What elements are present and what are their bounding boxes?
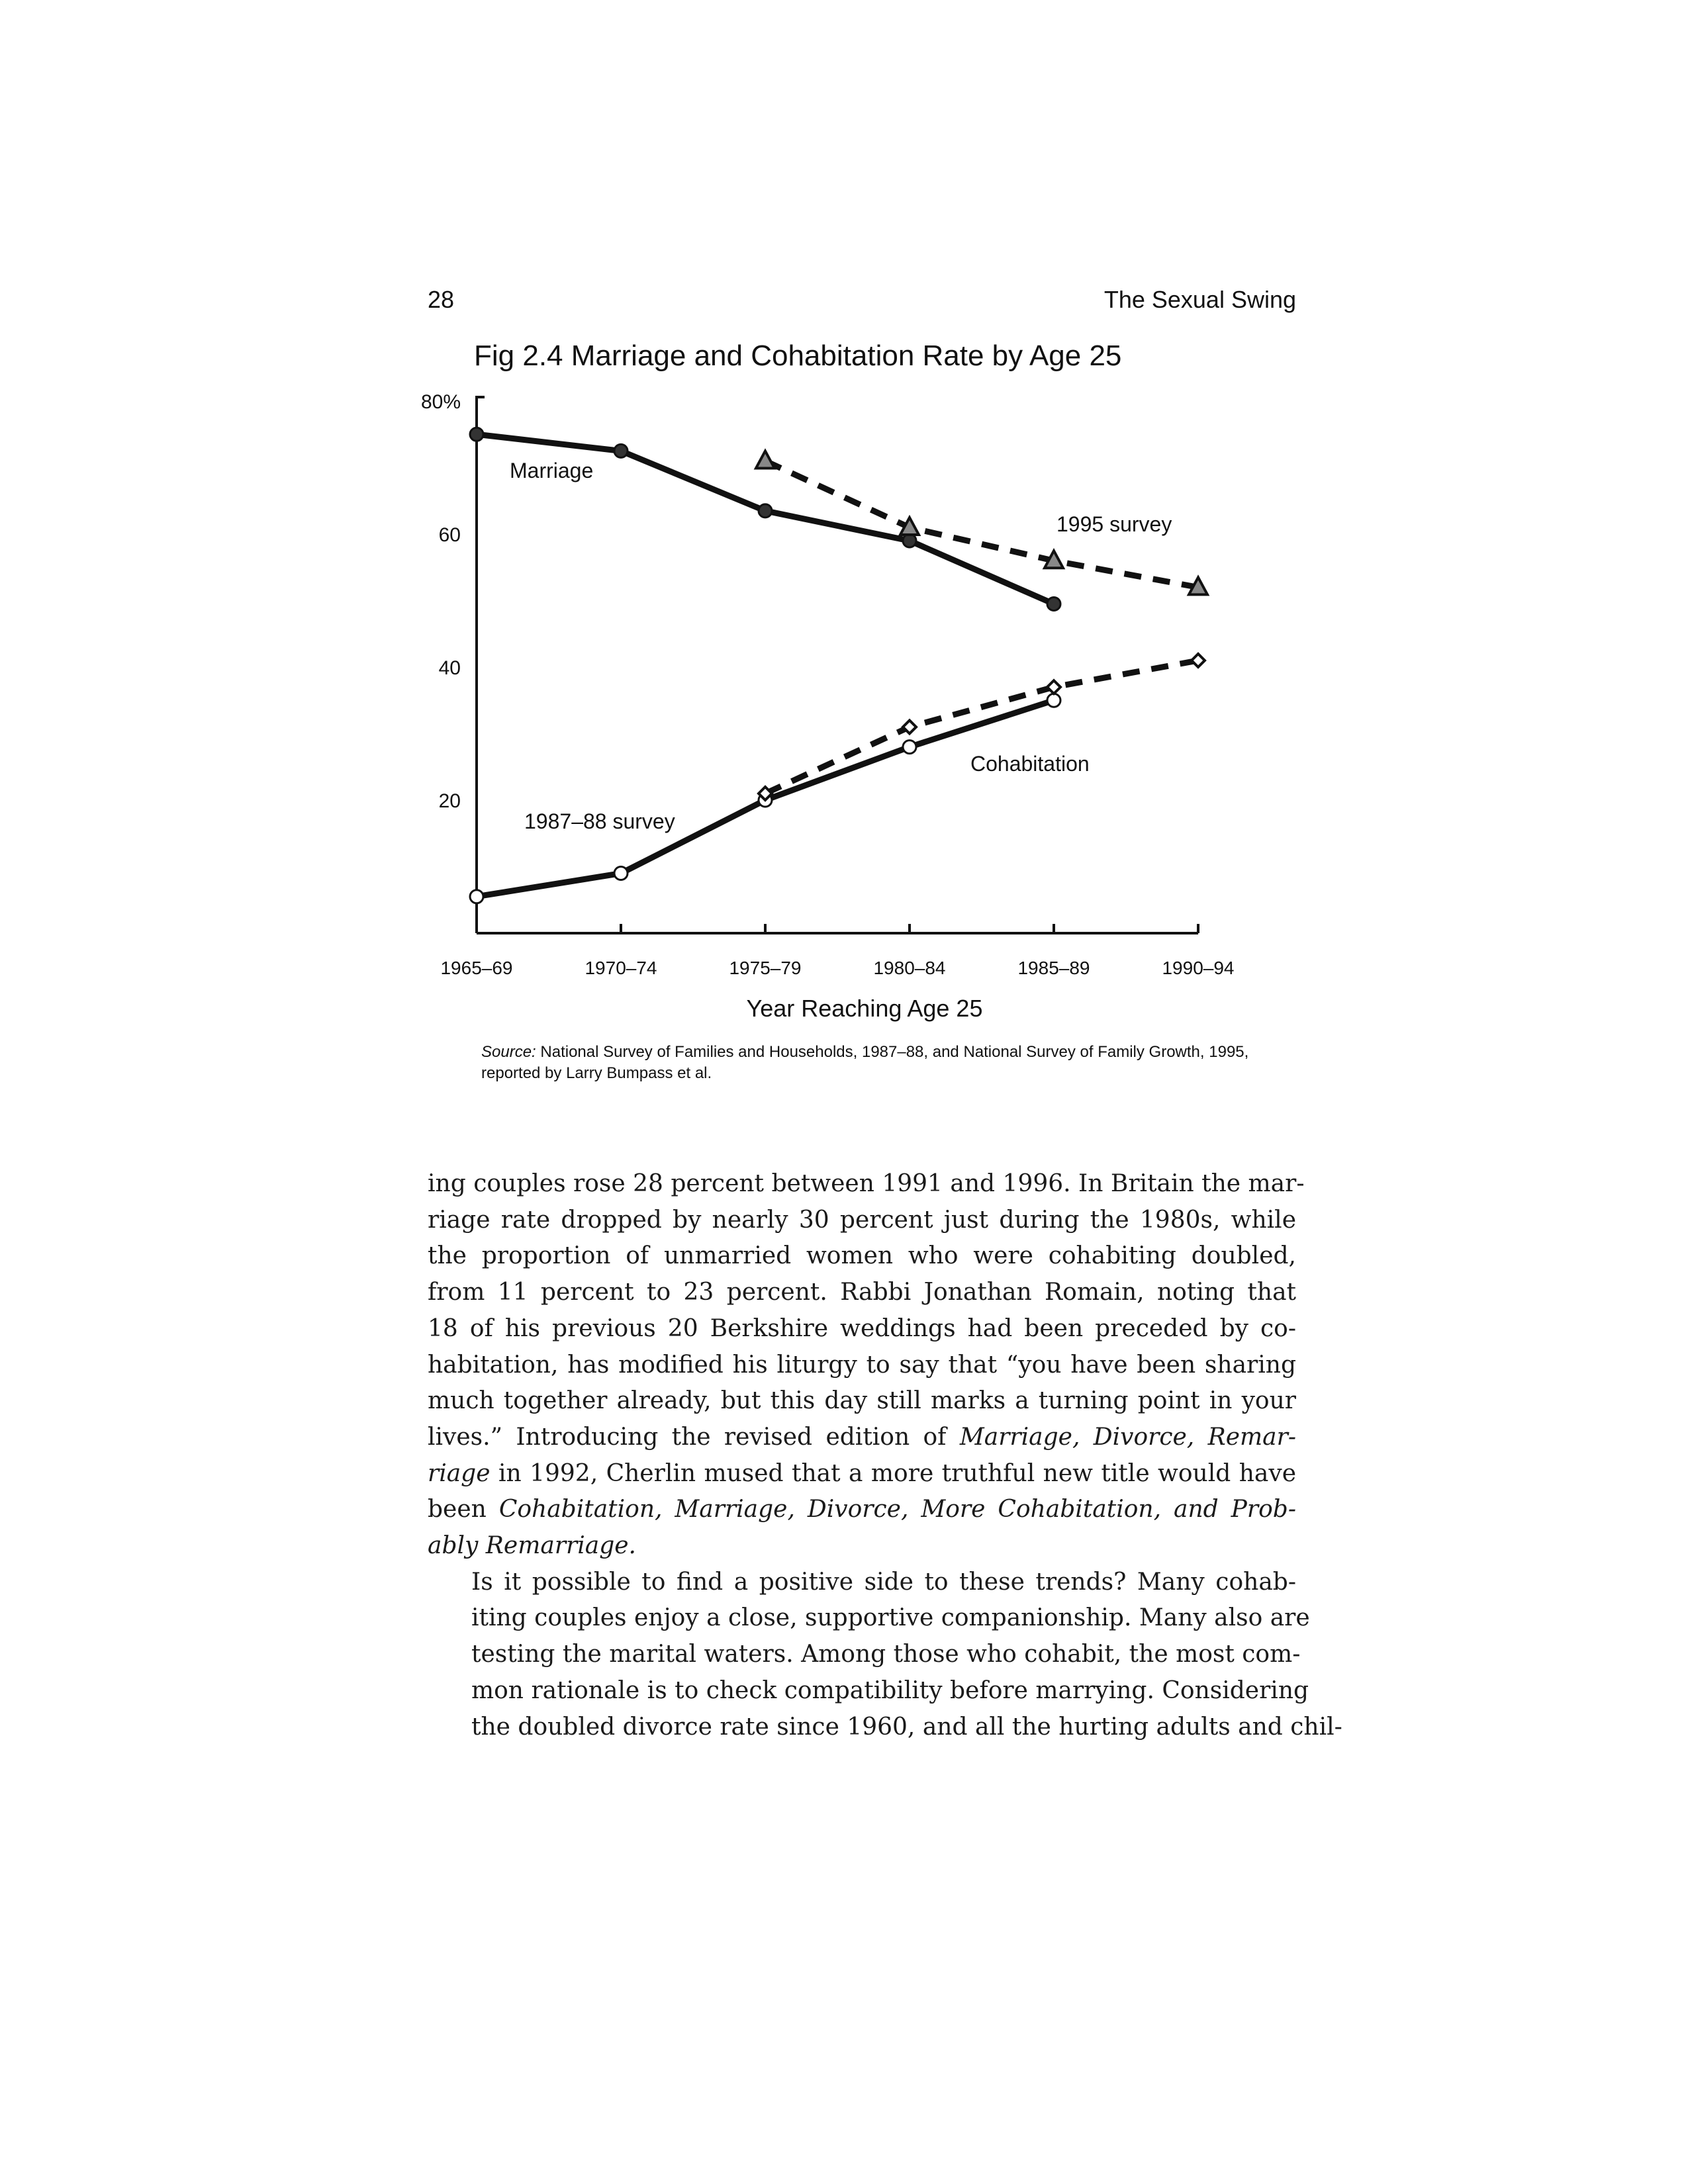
data-point-marker: [759, 504, 772, 518]
annotation-cohabitation: Cohabitation: [970, 752, 1090, 776]
annotation-1995-survey: 1995 survey: [1056, 512, 1172, 536]
text-line: mon rationale is to check compatibility before marrying. Considering: [471, 1676, 1309, 1704]
x-tick-label: 1990–94: [1162, 958, 1235, 978]
text-line: habitation, has modified his liturgy to say that “you have been sharing: [428, 1351, 1296, 1379]
data-point-marker: [903, 741, 916, 754]
book-title-italic: Marriage, Divorce, Remar-: [959, 1423, 1296, 1451]
text-line: riage rate dropped by nearly 30 percent just during the 1980s, while: [428, 1206, 1296, 1234]
data-point-marker: [614, 867, 628, 880]
data-point-marker: [1047, 694, 1060, 707]
figure-title: Fig 2.4 Marriage and Cohabitation Rate by Age 25: [474, 340, 1122, 372]
paragraph-2: [428, 1565, 1342, 1746]
x-tick-label: 1965–69: [440, 958, 513, 978]
book-title-italic: riage: [428, 1459, 491, 1487]
x-tick-label: 1975–79: [729, 958, 802, 978]
page-number: 28: [428, 286, 455, 313]
source-text-2: reported by Larry Bumpass et al.: [481, 1064, 712, 1082]
chart-annotations: [510, 459, 1172, 833]
text-line: the doubled divorce rate since 1960, and all the hurting adults and chil-: [471, 1713, 1342, 1741]
text-line: [428, 1492, 1296, 1528]
body-text: [428, 1166, 1342, 1745]
annotation-1987-88-survey: 1987–88 survey: [524, 809, 675, 833]
running-title: The Sexual Swing: [1103, 286, 1296, 313]
y-tick-label: 20: [438, 790, 461, 812]
text-run: in 1992, Cherlin mused that a more truthful new title would have: [490, 1459, 1296, 1487]
text-line: [428, 1420, 1296, 1456]
text-line: from 11 percent to 23 percent. Rabbi Jonathan Romain, noting that: [428, 1279, 1296, 1306]
y-tick-label: 80%: [420, 391, 461, 413]
x-axis-title: Year Reaching Age 25: [746, 995, 983, 1022]
text-line: much together already, but this day still marks a turning point in your: [428, 1387, 1296, 1415]
text-line: [428, 1456, 1296, 1492]
text-line: iting couples enjoy a close, supportive companionship. Many also are: [471, 1604, 1310, 1632]
text-line: Is it possible to find a positive side to these trends? Many cohab-: [471, 1568, 1296, 1596]
book-title-italic: Cohabitation, Marriage, Divorce, More Cohabitation, and Prob-: [498, 1496, 1296, 1524]
data-point-marker: [1192, 654, 1205, 667]
text-line: the proportion of unmarried women who were cohabiting doubled,: [428, 1242, 1296, 1270]
x-tick-label: 1985–89: [1017, 958, 1090, 978]
data-point-marker: [903, 534, 916, 547]
x-tick-label: 1970–74: [585, 958, 657, 978]
text-run: been: [428, 1496, 499, 1524]
source-text: National Survey of Families and Households, 1987–88, and National Survey of Family Growth, 1995,: [540, 1043, 1249, 1061]
y-tick-label: 40: [438, 657, 461, 679]
data-point-marker: [1047, 680, 1060, 694]
data-point-marker: [470, 428, 483, 441]
x-tick-label: 1980–84: [873, 958, 946, 978]
text-run: lives.” Introducing the revised edition of: [428, 1423, 960, 1451]
data-point-marker: [470, 890, 483, 903]
data-point-marker: [614, 444, 628, 457]
text-line: testing the marital waters. Among those who cohabit, the most com-: [471, 1641, 1301, 1668]
source-label: Source:: [481, 1043, 536, 1061]
book-title-italic: ably Remarriage.: [428, 1532, 636, 1560]
data-point-marker: [756, 451, 774, 468]
annotation-marriage: Marriage: [510, 459, 594, 482]
text-line: 18 of his previous 20 Berkshire weddings had been preceded by co-: [428, 1314, 1296, 1342]
text-line: ing couples rose 28 percent between 1991 and 1996. In Britain the mar-: [428, 1170, 1305, 1197]
y-tick-label: 60: [438, 524, 461, 546]
text-line: [428, 1528, 1296, 1565]
data-point-marker: [1047, 598, 1060, 611]
figure-source-note: [481, 1042, 1295, 1084]
paragraph-1: [428, 1166, 1305, 1565]
